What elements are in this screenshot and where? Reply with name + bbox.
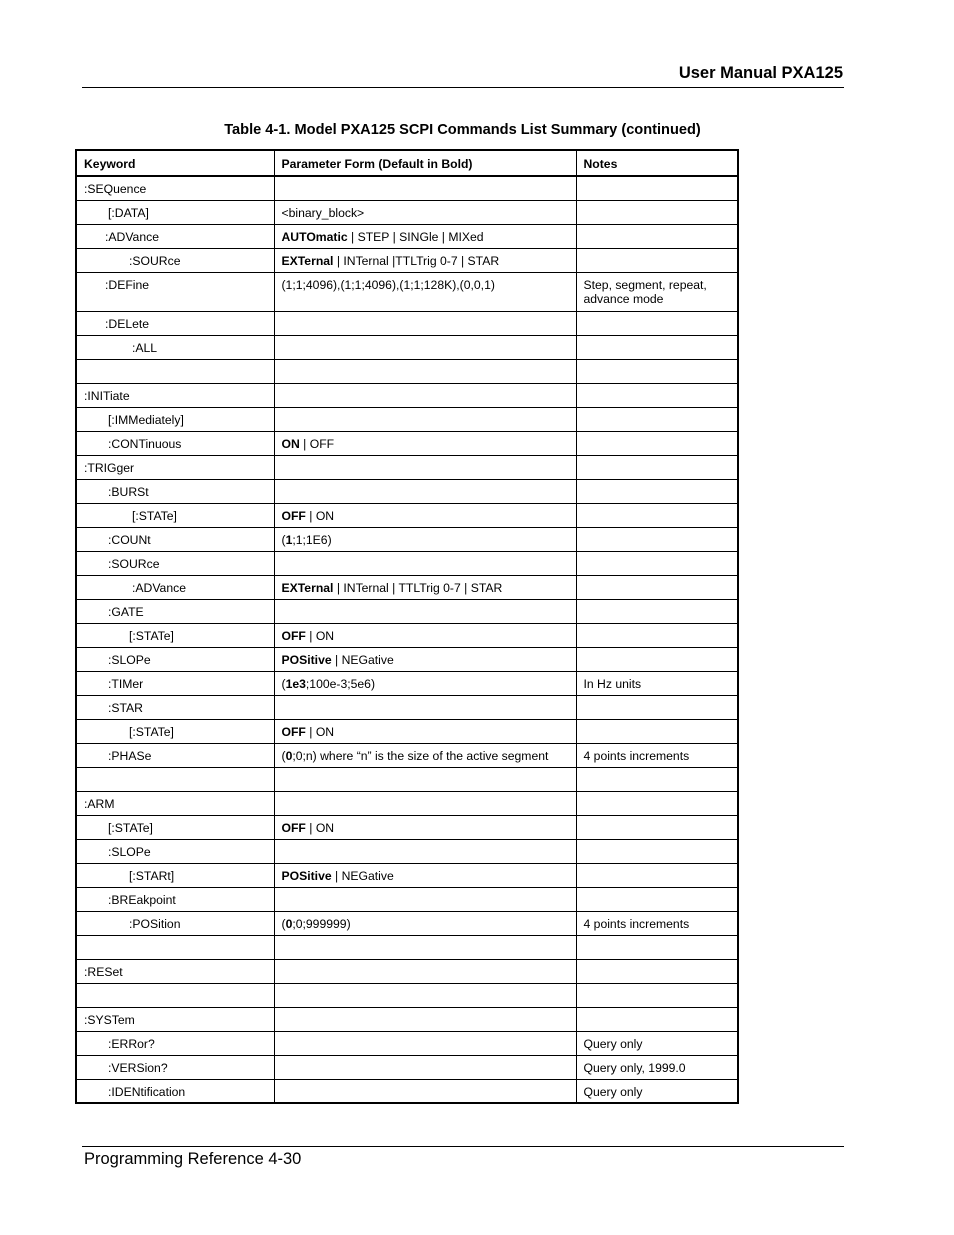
table-row [76, 743, 738, 767]
notes-cell [576, 479, 738, 503]
notes-cell [576, 839, 738, 863]
keyword-cell: :SEQuence [76, 176, 274, 200]
table-row [76, 1007, 738, 1031]
notes-cell [576, 791, 738, 815]
keyword-cell: [:STATe] [76, 719, 274, 743]
keyword-cell: :TIMer [76, 671, 274, 695]
table-row [76, 719, 738, 743]
parameter-cell [274, 599, 576, 623]
parameter-cell [274, 1055, 576, 1079]
table-row [76, 671, 738, 695]
keyword-cell: [:STATe] [76, 503, 274, 527]
parameter-options: ;0;n) where “n” is the size of the active segment [292, 748, 549, 763]
notes-cell: Step, segment, repeat, advance mode [576, 272, 738, 311]
parameter-cell [274, 647, 576, 671]
footer-divider [82, 1146, 844, 1147]
parameter-default: OFF [281, 628, 306, 643]
keyword-cell: :SOURce [76, 248, 274, 272]
parameter-options: | ON [305, 724, 335, 739]
notes-cell [576, 887, 738, 911]
table-row [76, 887, 738, 911]
notes-cell [576, 224, 738, 248]
parameter-cell [274, 767, 576, 791]
keyword-cell: :RESet [76, 959, 274, 983]
page-footer: Programming Reference 4-30 [84, 1150, 302, 1168]
notes-cell [576, 311, 738, 335]
parameter-cell [274, 815, 576, 839]
parameter-default: POSitive [281, 652, 332, 667]
table-row [76, 272, 738, 311]
table-row [76, 248, 738, 272]
keyword-cell: [:IMMediately] [76, 407, 274, 431]
parameter-cell [274, 839, 576, 863]
parameter-options: ;1;1E6) [292, 532, 332, 547]
keyword-cell: :ERRor? [76, 1031, 274, 1055]
parameter-cell [274, 383, 576, 407]
table-row [76, 359, 738, 383]
parameter-options: (1;1;4096),(1;1;4096),(1;1;128K),(0,0,1) [281, 277, 495, 292]
parameter-cell [274, 359, 576, 383]
parameter-cell [274, 407, 576, 431]
parameter-default: ON [281, 436, 300, 451]
parameter-cell [274, 575, 576, 599]
table-body [76, 176, 738, 1103]
keyword-cell: [:DATA] [76, 200, 274, 224]
table-row [76, 767, 738, 791]
parameter-cell [274, 431, 576, 455]
parameter-cell [274, 719, 576, 743]
table-row [76, 383, 738, 407]
parameter-cell [274, 911, 576, 935]
keyword-cell: :VERSion? [76, 1055, 274, 1079]
parameter-options: ;100e-3;5e6) [305, 676, 376, 691]
table-row [76, 551, 738, 575]
notes-cell [576, 815, 738, 839]
parameter-options: | STEP | SINGle | MIXed [347, 229, 484, 244]
table-row [76, 935, 738, 959]
parameter-cell [274, 479, 576, 503]
table-row [76, 575, 738, 599]
keyword-cell: :COUNt [76, 527, 274, 551]
parameter-options: | INTernal | TTLTrig 0-7 | STAR [333, 580, 503, 595]
table-row [76, 503, 738, 527]
table-row [76, 200, 738, 224]
parameter-cell [274, 248, 576, 272]
keyword-cell: :SOURce [76, 551, 274, 575]
parameter-options: | NEGative [331, 868, 394, 883]
parameter-default: 0 [285, 916, 293, 931]
table-row [76, 599, 738, 623]
parameter-cell [274, 959, 576, 983]
keyword-cell: :TRIGger [76, 455, 274, 479]
keyword-cell: :ADVance [76, 224, 274, 248]
parameter-default: OFF [281, 724, 306, 739]
parameter-default: 0 [285, 748, 293, 763]
keyword-cell: [:STARt] [76, 863, 274, 887]
notes-cell [576, 863, 738, 887]
keyword-cell: :STAR [76, 695, 274, 719]
notes-cell [576, 176, 738, 200]
parameter-cell [274, 503, 576, 527]
keyword-cell: :DEFine [76, 272, 274, 311]
keyword-cell: :INITiate [76, 383, 274, 407]
column-header-notes: Notes [576, 150, 738, 176]
parameter-prefix: ( [281, 748, 286, 763]
table-row [76, 527, 738, 551]
notes-cell [576, 431, 738, 455]
notes-cell [576, 407, 738, 431]
page-header-title: User Manual PXA125 [678, 64, 843, 82]
column-header-parameter: Parameter Form (Default in Bold) [274, 150, 576, 176]
table-row [76, 623, 738, 647]
scpi-commands-table [75, 149, 739, 1104]
parameter-options: | ON [305, 628, 335, 643]
notes-cell: Query only, 1999.0 [576, 1055, 738, 1079]
keyword-cell: :SLOPe [76, 839, 274, 863]
keyword-cell [76, 767, 274, 791]
parameter-cell [274, 863, 576, 887]
keyword-cell: :PHASe [76, 743, 274, 767]
column-header-keyword: Keyword [76, 150, 274, 176]
parameter-options: | NEGative [331, 652, 394, 667]
parameter-cell [274, 551, 576, 575]
parameter-cell [274, 200, 576, 224]
table-row [76, 815, 738, 839]
notes-cell [576, 575, 738, 599]
parameter-cell [274, 1031, 576, 1055]
parameter-default: OFF [281, 820, 306, 835]
parameter-cell [274, 743, 576, 767]
keyword-cell [76, 935, 274, 959]
table-row [76, 1079, 738, 1103]
parameter-options: | OFF [299, 436, 335, 451]
parameter-default: POSitive [281, 868, 332, 883]
notes-cell [576, 359, 738, 383]
parameter-cell [274, 671, 576, 695]
keyword-cell: :ALL [76, 335, 274, 359]
parameter-default: 1 [285, 532, 293, 547]
keyword-cell: [:STATe] [76, 623, 274, 647]
table-row [76, 479, 738, 503]
parameter-options: ;0;999999) [292, 916, 351, 931]
notes-cell [576, 335, 738, 359]
notes-cell [576, 383, 738, 407]
table-row [76, 311, 738, 335]
parameter-cell [274, 335, 576, 359]
parameter-options: <binary_block> [281, 205, 365, 220]
notes-cell [576, 551, 738, 575]
parameter-cell [274, 791, 576, 815]
parameter-options: | ON [305, 820, 335, 835]
table-row [76, 839, 738, 863]
notes-cell [576, 959, 738, 983]
table-row [76, 647, 738, 671]
parameter-default: OFF [281, 508, 306, 523]
table-row [76, 335, 738, 359]
parameter-cell [274, 224, 576, 248]
parameter-cell [274, 176, 576, 200]
parameter-cell [274, 623, 576, 647]
keyword-cell: :BREakpoint [76, 887, 274, 911]
keyword-cell: :ARM [76, 791, 274, 815]
table-row [76, 863, 738, 887]
notes-cell: In Hz units [576, 671, 738, 695]
notes-cell: Query only [576, 1079, 738, 1103]
parameter-prefix: ( [281, 532, 286, 547]
parameter-default: EXTernal [281, 253, 334, 268]
notes-cell [576, 767, 738, 791]
keyword-cell: :GATE [76, 599, 274, 623]
notes-cell [576, 527, 738, 551]
parameter-cell [274, 1079, 576, 1103]
notes-cell [576, 455, 738, 479]
parameter-prefix: ( [281, 916, 286, 931]
parameter-cell [274, 455, 576, 479]
table-caption: Table 4-1. Model PXA125 SCPI Commands List Summary (continued) [224, 122, 701, 138]
keyword-cell: :IDENtification [76, 1079, 274, 1103]
header-divider [82, 87, 844, 88]
keyword-cell: :SYSTem [76, 1007, 274, 1031]
notes-cell [576, 695, 738, 719]
notes-cell: Query only [576, 1031, 738, 1055]
table-row [76, 911, 738, 935]
parameter-options: | INTernal |TTLTrig 0-7 | STAR [333, 253, 500, 268]
keyword-cell: :DELete [76, 311, 274, 335]
notes-cell [576, 623, 738, 647]
table-row [76, 176, 738, 200]
notes-cell: 4 points increments [576, 911, 738, 935]
table-row [76, 407, 738, 431]
table-row [76, 431, 738, 455]
keyword-cell: :ADVance [76, 575, 274, 599]
table-row [76, 455, 738, 479]
parameter-cell [274, 1007, 576, 1031]
table-row [76, 1031, 738, 1055]
notes-cell [576, 935, 738, 959]
notes-cell [576, 248, 738, 272]
table-row [76, 224, 738, 248]
keyword-cell: :BURSt [76, 479, 274, 503]
keyword-cell: :SLOPe [76, 647, 274, 671]
table-row [76, 1055, 738, 1079]
keyword-cell: [:STATe] [76, 815, 274, 839]
notes-cell: 4 points increments [576, 743, 738, 767]
notes-cell [576, 1007, 738, 1031]
parameter-options: | ON [305, 508, 335, 523]
parameter-cell [274, 527, 576, 551]
table-row [76, 959, 738, 983]
keyword-cell: :POSition [76, 911, 274, 935]
notes-cell [576, 503, 738, 527]
notes-cell [576, 647, 738, 671]
keyword-cell [76, 359, 274, 383]
notes-cell [576, 719, 738, 743]
notes-cell [576, 983, 738, 1007]
parameter-default: AUTOmatic [281, 229, 348, 244]
notes-cell [576, 599, 738, 623]
parameter-cell [274, 935, 576, 959]
parameter-cell [274, 272, 576, 311]
table-row [76, 983, 738, 1007]
parameter-cell [274, 695, 576, 719]
parameter-prefix: ( [281, 676, 286, 691]
parameter-default: EXTernal [281, 580, 334, 595]
parameter-cell [274, 983, 576, 1007]
keyword-cell [76, 983, 274, 1007]
parameter-cell [274, 887, 576, 911]
notes-cell [576, 200, 738, 224]
table-row [76, 695, 738, 719]
table-row [76, 791, 738, 815]
parameter-cell [274, 311, 576, 335]
table-header-row [76, 150, 738, 176]
parameter-default: 1e3 [285, 676, 306, 691]
keyword-cell: :CONTinuous [76, 431, 274, 455]
